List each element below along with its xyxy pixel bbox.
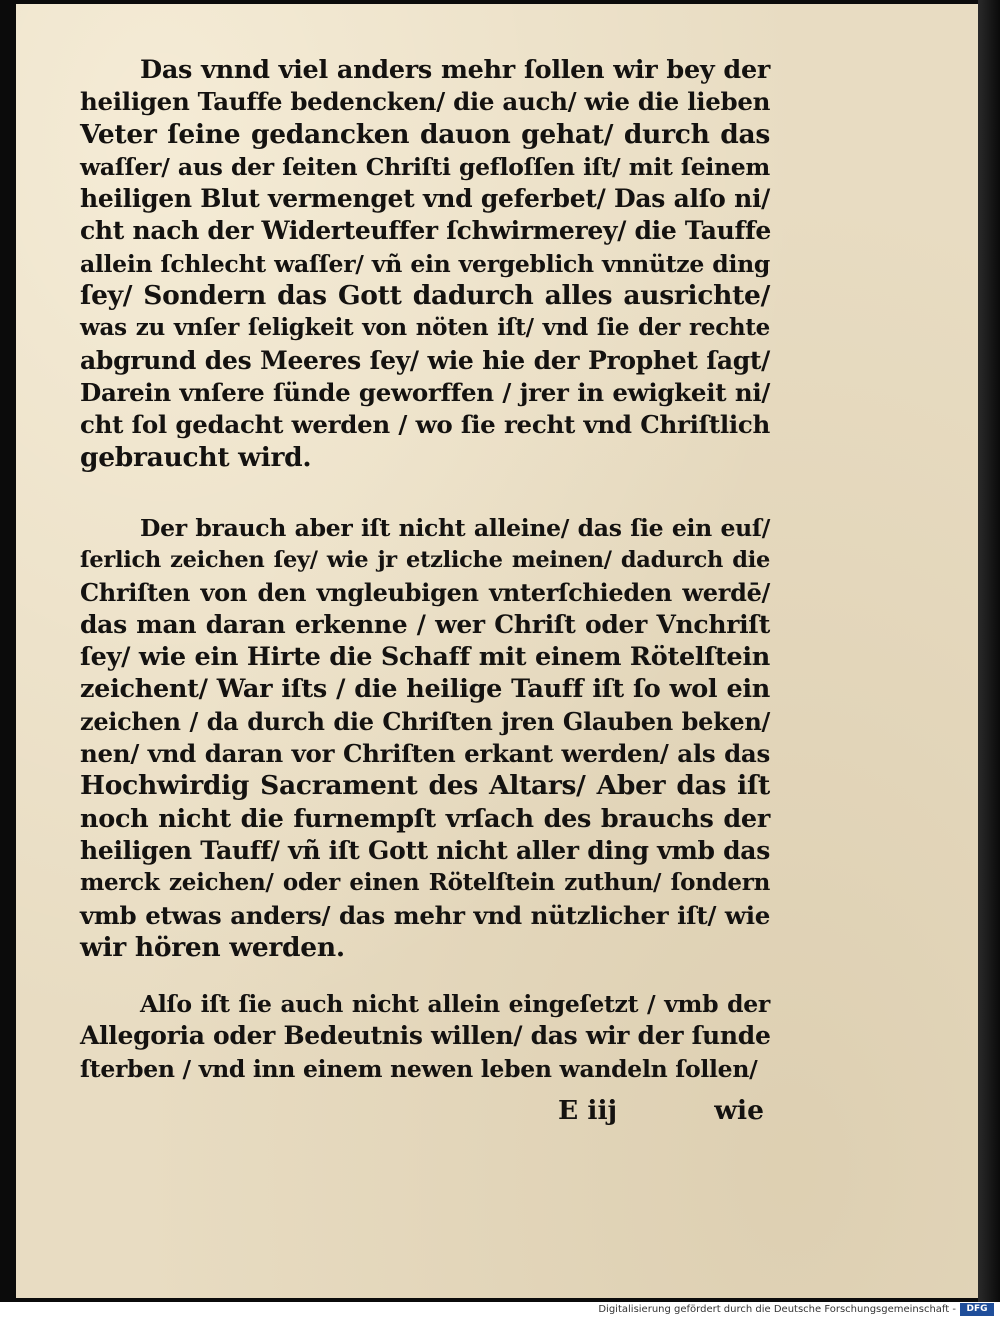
text-line: nen/ vnd daran vor Chriſten erkant werden/ als das [80, 739, 770, 769]
text-line: ſerlich zeichen ſey/ wie jr etzliche meinen/ dadurch die [80, 547, 770, 574]
text-line: wir hören werden. [80, 931, 345, 963]
text-line: Allegoria oder Bedeutnis willen/ das wir der ſunde [80, 1021, 771, 1051]
text-line: cht ſol gedacht werden / wo ſie recht vnd Chriſtlich [80, 410, 770, 440]
text-line: Hochwirdig Sacrament des Altars/ Aber das iſt [80, 770, 770, 802]
scan-right-edge [978, 0, 1000, 1302]
paragraph-3 [80, 988, 770, 1085]
page-foot-marks [558, 1095, 768, 1127]
text-line: zeichent/ War iſts / die heilige Tauff iſt ſo wol ein [80, 674, 770, 705]
text-line: Darein vnſere ſünde geworffen / jrer in ewigkeit ni/ [80, 377, 770, 407]
text-line: noch nicht die furnempſt vrſach des brauchs der [80, 803, 770, 834]
funding-credit: Digitalisierung gefördert durch die Deutsche Forschungsgemeinschaft - [598, 1304, 956, 1315]
text-line: waſſer/ aus der ſeiten Chriſti gefloſſen iſt/ mit ſeinem [80, 152, 770, 181]
text-line: Chriſten von den vngleubigen vnterſchieden werdē/ [80, 577, 770, 607]
text-line: Veter ſeine gedancken dauon gehat/ durch das [80, 118, 770, 150]
paragraph-1 [80, 54, 770, 474]
text-line: heiligen Tauff/ vñ iſt Gott nicht aller ding vmb das [80, 835, 770, 865]
text-line: was zu vnſer ſeligkeit von nöten iſt/ vnd ſie der rechte [80, 314, 770, 342]
text-line: ſey/ wie ein Hirte die Schaff mit einem Rötelſtein [80, 642, 770, 673]
text-line: gebraucht wird. [80, 441, 312, 473]
text-line: Alſo iſt ſie auch nicht allein eingeſetzt / vmb der [140, 990, 770, 1018]
text-line: das man daran erkenne / wer Chriſt oder Vnchriſt [80, 609, 770, 639]
text-line: vmb etwas anders/ das mehr vnd nützlicher iſt/ wie [80, 900, 770, 930]
paragraph-2 [80, 512, 770, 964]
text-line: cht nach der Widerteuffer ſchwirmerey/ die Tauffe [80, 216, 772, 246]
text-line: heiligen Tauffe bedencken/ die auch/ wie die lieben [80, 87, 771, 117]
text-line: merck zeichen/ oder einen Rötelſtein zuthun/ ſondern [80, 869, 770, 897]
text-line: Der brauch aber iſt nicht alleine/ das ſie ein euſ/ [140, 514, 770, 542]
catchword: wie [714, 1095, 764, 1126]
text-line: ſterben / vnd inn einem newen leben wandeln ſollen/ [80, 1054, 758, 1083]
text-line: ſey/ Sondern das Gott dadurch alles ausrichte/ [80, 280, 770, 312]
dfg-logo: DFG [960, 1303, 994, 1316]
text-line: zeichen / da durch die Chriſten jren Glauben beken/ [80, 706, 770, 736]
signature-mark: E iij [558, 1095, 618, 1126]
text-line: heiligen Blut vermenget vnd geferbet/ Das alſo ni/ [80, 184, 770, 214]
text-line: Das vnnd viel anders mehr ſollen wir bey der [140, 55, 770, 85]
text-line: allein ſchlecht waſſer/ vñ ein vergeblich vnnütze ding [80, 249, 770, 278]
text-line: abgrund des Meeres ſey/ wie hie der Prophet ſagt/ [80, 345, 770, 375]
